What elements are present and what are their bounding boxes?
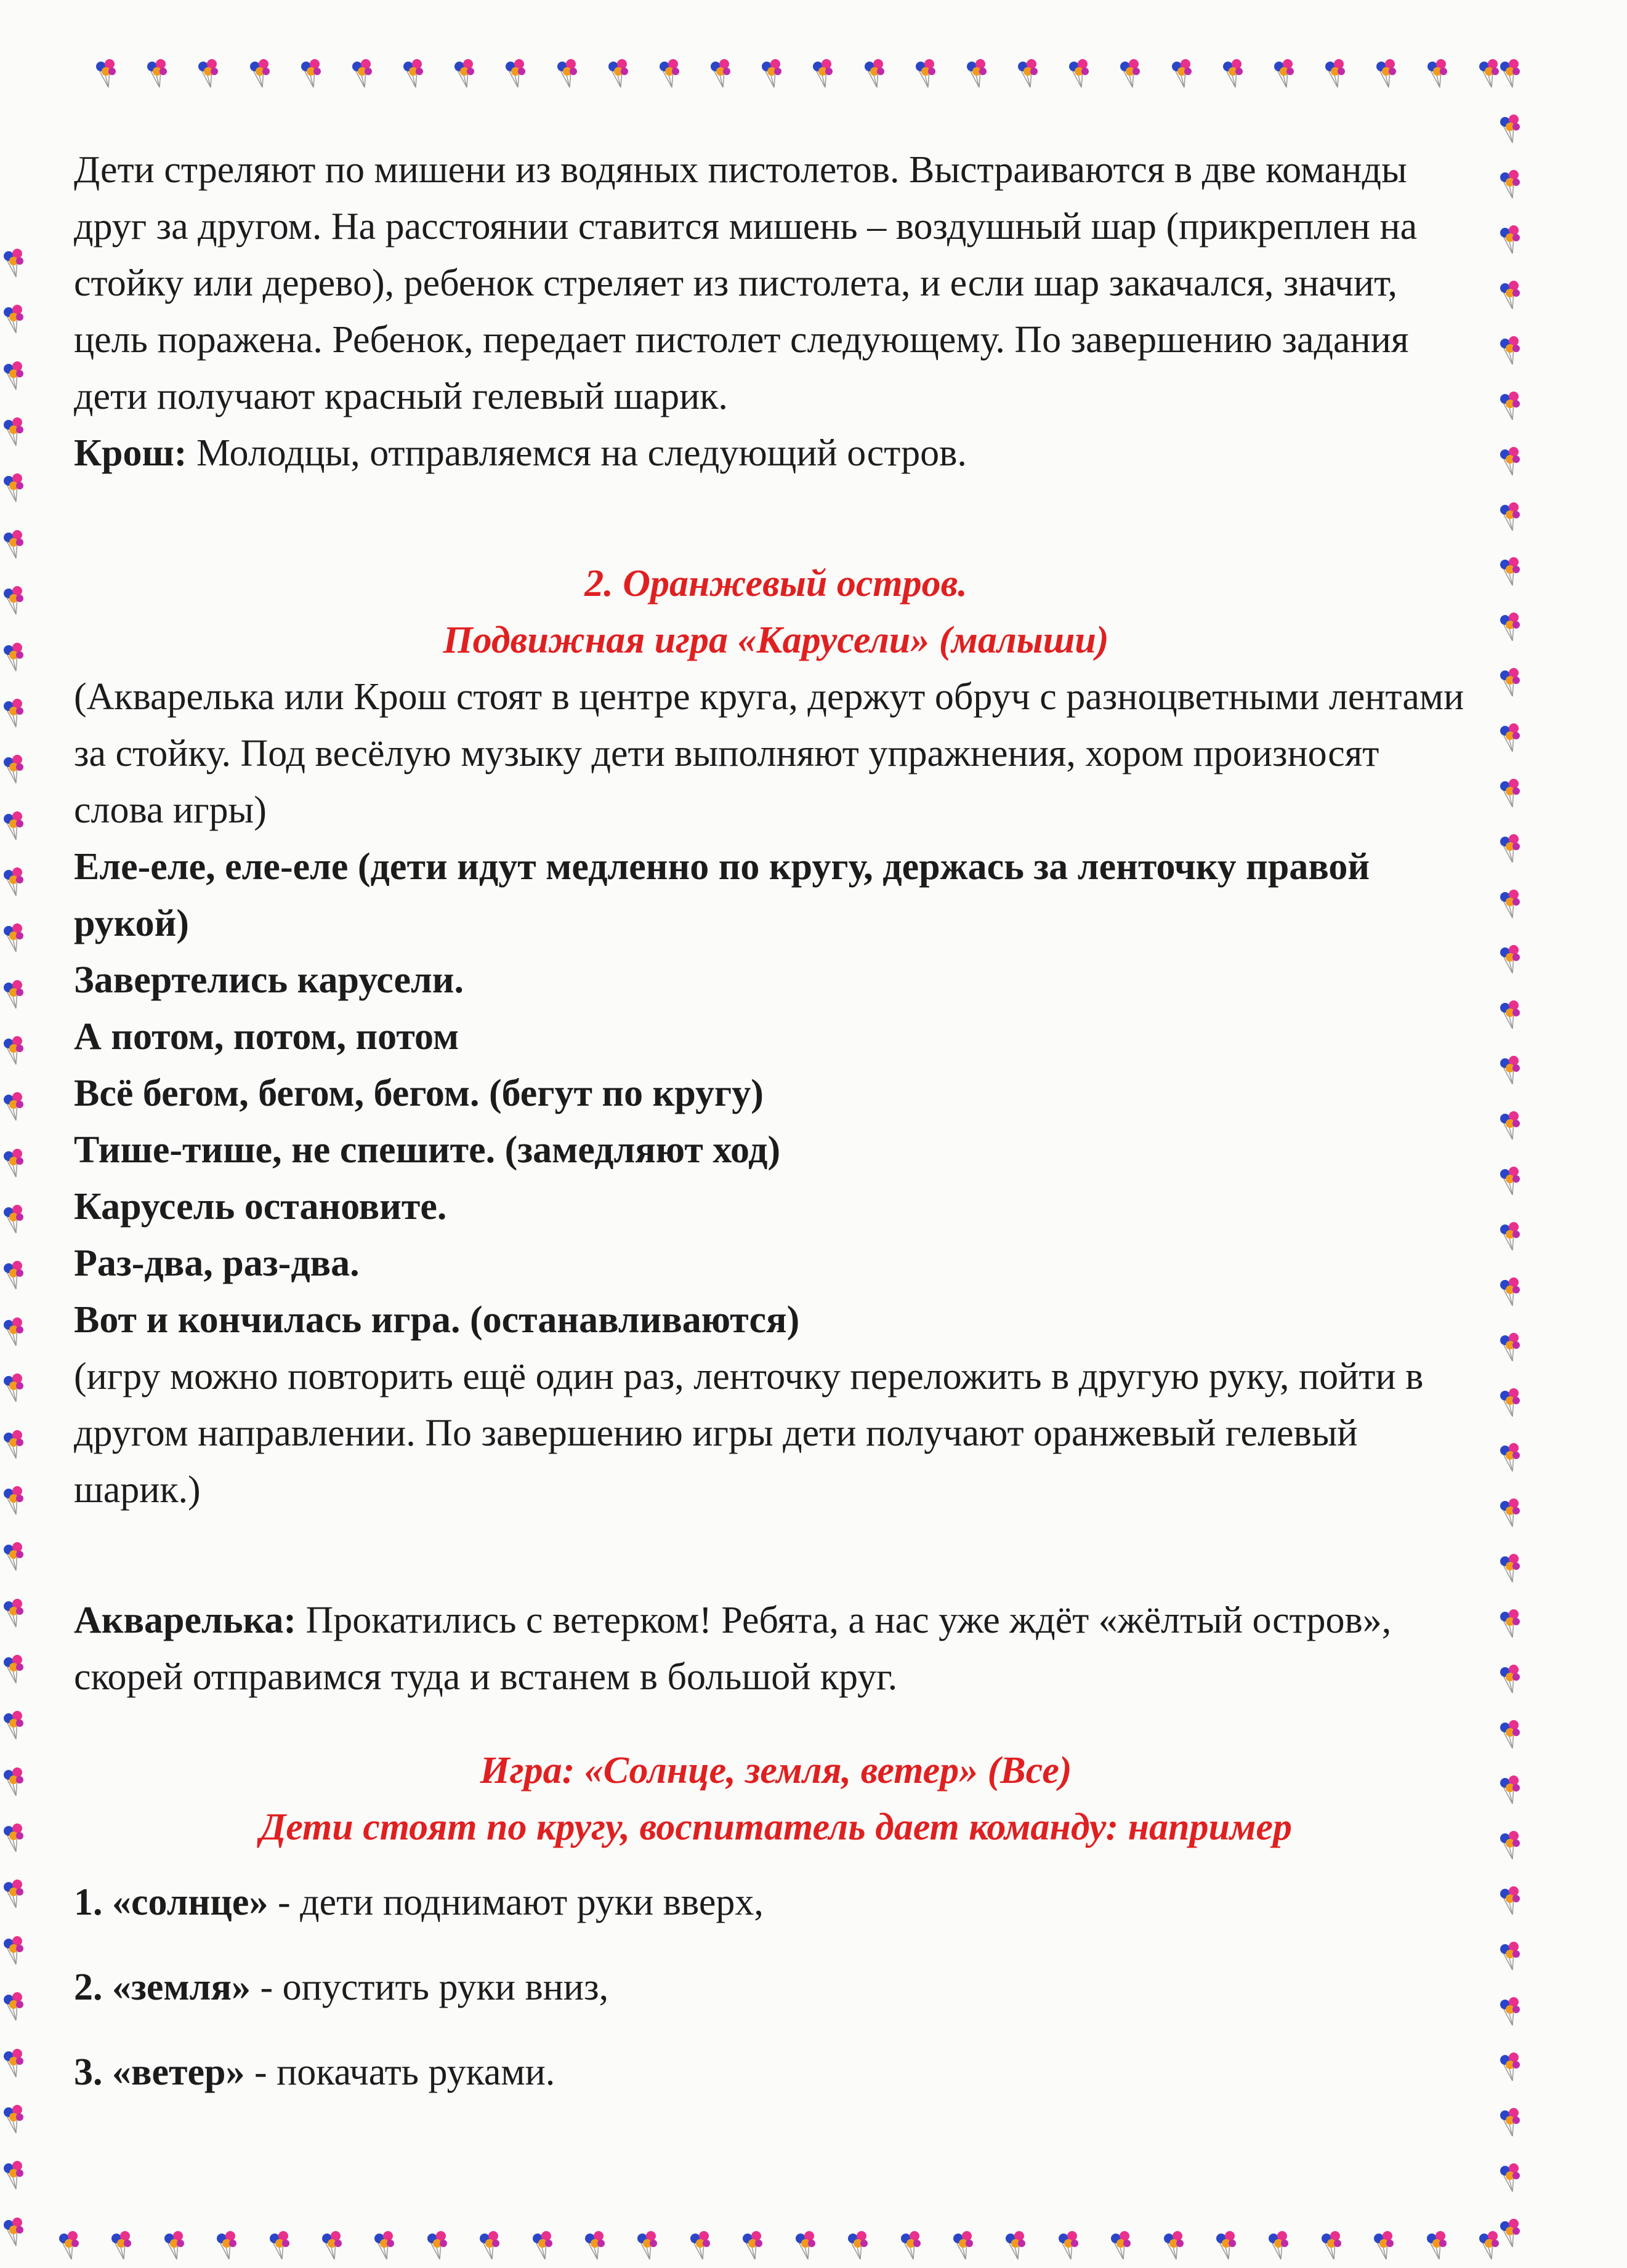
balloon-icon [1496,2050,1524,2082]
balloon-icon [758,57,785,89]
balloon-icon [1496,389,1524,421]
balloon-icon [0,1202,27,1234]
balloon-icon [1496,1884,1524,1916]
balloon-icon [1322,57,1349,89]
balloon-icon [1014,57,1041,89]
balloon-icon [371,2229,398,2261]
balloon-icon [424,2229,451,2261]
balloon-icon [687,2229,714,2261]
balloon-icon [1424,57,1451,89]
balloon-icon [55,2229,83,2261]
balloon-icon [1055,2229,1082,2261]
balloon-icon [1496,1220,1524,1252]
balloon-icon [502,57,529,89]
balloon-icon [1496,998,1524,1030]
balloon-icon [266,2229,293,2261]
balloon-icon [0,2046,27,2078]
balloon-icon [0,1258,27,1290]
section3-dialogue [74,1592,1478,1705]
balloon-icon [1496,1662,1524,1694]
balloon-icon [143,57,171,89]
balloon-border-right [1496,57,1533,2248]
balloon-icon [897,2229,924,2261]
balloon-icon [1496,278,1524,310]
balloon-icon [1318,2229,1345,2261]
balloon-icon [0,1315,27,1347]
balloon-icon [1496,776,1524,808]
balloon-icon [161,2229,188,2261]
balloon-icon [0,1821,27,1853]
balloon-icon [1219,57,1246,89]
section1-dialogue [74,425,1478,481]
balloon-icon [0,1934,27,1966]
balloon-icon [739,2229,766,2261]
balloon-border-top [92,57,1503,94]
balloon-icon [634,2229,661,2261]
balloon-icon [1107,2229,1134,2261]
balloon-icon [0,978,27,1010]
item-desc: - опустить руки вниз, [251,1966,609,2008]
balloon-icon [1370,2229,1397,2261]
balloon-icon [1496,943,1524,975]
balloon-icon [0,2158,27,2190]
balloon-border-bottom [55,2229,1503,2266]
balloon-border-left [0,246,25,2247]
balloon-icon [0,1990,27,2022]
balloon-icon [0,1652,27,1684]
balloon-icon [0,584,27,616]
balloon-icon [1496,444,1524,477]
verse-line: Всё бегом, бегом, бегом. (бегут по кругу) [74,1072,764,1114]
balloon-icon [1496,1496,1524,1528]
balloon-icon [1496,500,1524,532]
balloon-icon [1496,555,1524,587]
balloon-icon [0,1146,27,1178]
balloon-icon [1002,2229,1029,2261]
balloon-icon [476,2229,503,2261]
balloon-icon [318,2229,345,2261]
balloon-icon [0,359,27,391]
balloon-icon [0,415,27,447]
verse-line: Тише-тише, не спешите. (замедляют ход) [74,1129,781,1171]
balloon-icon [1496,1441,1524,1473]
balloon-icon [1496,112,1524,144]
item-number: 3. [74,2051,103,2093]
balloon-icon [0,921,27,953]
balloon-icon [1160,2229,1187,2261]
balloon-icon [0,528,27,560]
balloon-icon [0,302,27,334]
balloon-icon [1213,2229,1240,2261]
verse-line: Еле-еле, еле-еле (дети идут медленно по кругу, держась за ленточку правой рукой) [74,846,1370,944]
speaker-akvarelka: Акварелька: [74,1599,296,1641]
verse-line: А потом, потом, потом [74,1016,459,1058]
balloon-icon [0,2102,27,2134]
balloon-icon [0,1371,27,1403]
balloon-icon [0,865,27,897]
verse-line: Вот и кончилась игра. (останавливаются) [74,1299,800,1341]
balloon-icon [0,1765,27,1797]
balloon-icon [656,57,683,89]
balloon-icon [1496,1551,1524,1583]
list-item [74,1959,1478,2016]
balloon-icon [0,1877,27,1909]
section1-intro: Дети стреляют по мишени из водяных пистолетов. Выстраиваются в две команды друг за другом. На расстоянии ставится мишень – воздушный шар (прикреплен на стойку или дерево), ребенок стреляет из пистолета, и если шар закачался, значит, цель поражена. Ребенок, передает пистолет следующему. По завершению задания дети получают красный гелевый шарик. [74,149,1418,417]
list-item [74,1874,1478,1931]
balloon-icon [0,696,27,728]
balloon-icon [1496,1386,1524,1418]
balloon-icon [1496,2161,1524,2193]
balloon-icon [1496,2216,1524,2248]
balloon-icon [297,57,325,89]
balloon-icon [1496,223,1524,255]
section2-title: 2. Оранжевый остров. [584,563,967,605]
item-desc: - покачать руками. [244,2051,555,2093]
balloon-icon [1496,57,1524,89]
balloon-icon [213,2229,240,2261]
balloon-icon [1496,721,1524,753]
balloon-icon [0,1034,27,1066]
krosh-speech: Молодцы, отправляемся на следующий остров. [187,432,967,474]
section2-note: (игру можно повторить ещё один раз, ленточку переложить в другую руку, пойти в другом направлении. По завершению игры дети получают оранжевый гелевый шарик.) [74,1356,1424,1511]
balloon-icon [1496,1164,1524,1196]
list-item [74,2044,1478,2101]
balloon-icon [605,57,632,89]
balloon-icon [529,2229,556,2261]
balloon-icon [195,57,222,89]
balloon-icon [0,752,27,784]
balloon-icon [0,2215,27,2247]
balloon-icon [0,640,27,672]
balloon-icon [1496,610,1524,642]
balloon-icon [0,1596,27,1628]
balloon-icon [912,57,939,89]
balloon-icon [1496,1773,1524,1805]
balloon-icon [1496,666,1524,698]
item-term: «земля» [112,1966,251,2008]
item-term: «солнце» [112,1881,268,1923]
balloon-icon [1423,2229,1450,2261]
item-term: «ветер» [112,2051,245,2093]
balloon-icon [1496,2105,1524,2137]
balloon-icon [0,1484,27,1516]
speaker-krosh: Крош: [74,432,187,474]
item-number: 1. [74,1881,103,1923]
balloon-icon [0,246,27,278]
item-desc: - дети поднимают руки вверх, [268,1881,764,1923]
balloon-icon [0,471,27,503]
balloon-icon [92,57,119,89]
balloon-icon [707,57,734,89]
balloon-icon [1116,57,1144,89]
balloon-icon [400,57,427,89]
balloon-icon [844,2229,871,2261]
balloon-icon [1496,1053,1524,1085]
balloon-icon [809,57,836,89]
section2-subtitle: Подвижная игра «Карусели» (малыши) [443,619,1109,661]
item-number: 2. [74,1966,103,2008]
balloon-icon [1496,832,1524,864]
balloon-icon [1496,887,1524,919]
balloon-icon [0,1708,27,1740]
balloon-icon [1496,1275,1524,1307]
balloon-icon [0,809,27,841]
section3-title: Игра: «Солнце, земля, ветер» (Все) [480,1750,1072,1791]
balloon-icon [950,2229,977,2261]
balloon-icon [1496,1995,1524,2027]
balloon-icon [963,57,990,89]
balloon-icon [1496,1718,1524,1750]
balloon-icon [1496,167,1524,199]
balloon-icon [0,1428,27,1460]
balloon-icon [861,57,888,89]
balloon-icon [1373,57,1400,89]
balloon-icon [246,57,273,89]
balloon-icon [349,57,376,89]
balloon-icon [1496,1330,1524,1362]
balloon-icon [554,57,581,89]
balloon-icon [0,1090,27,1122]
verse-line: Карусель остановите. [74,1186,447,1228]
balloon-icon [792,2229,819,2261]
balloon-icon [1496,1109,1524,1141]
akvarelka-speech: Прокатились с ветерком! Ребята, а нас уже ждёт «жёлтый остров», скорей отправимся туда и встанем в большой круг. [74,1599,1392,1698]
section3-subtitle: Дети стоят по кругу, воспитатель дает команду: например [259,1806,1293,1848]
balloon-icon [451,57,478,89]
balloon-icon [1265,2229,1292,2261]
balloon-icon [1496,1828,1524,1860]
balloon-icon [0,1540,27,1572]
verse-line: Завертелись карусели. [74,959,464,1001]
document-body [74,142,1478,2101]
balloon-icon [1065,57,1092,89]
balloon-icon [1270,57,1298,89]
balloon-icon [1496,1607,1524,1639]
balloon-icon [1496,1939,1524,1971]
section2-intro: (Акварелька или Крош стоят в центре круга, держут обруч с разноцветными лентами за стойку. Под весёлую музыку дети выполняют упражнения, хором произносят слова игры) [74,676,1464,831]
balloon-icon [108,2229,135,2261]
balloon-icon [581,2229,608,2261]
balloon-icon [1168,57,1195,89]
balloon-icon [1496,334,1524,366]
verse-line: Раз-два, раз-два. [74,1242,360,1284]
